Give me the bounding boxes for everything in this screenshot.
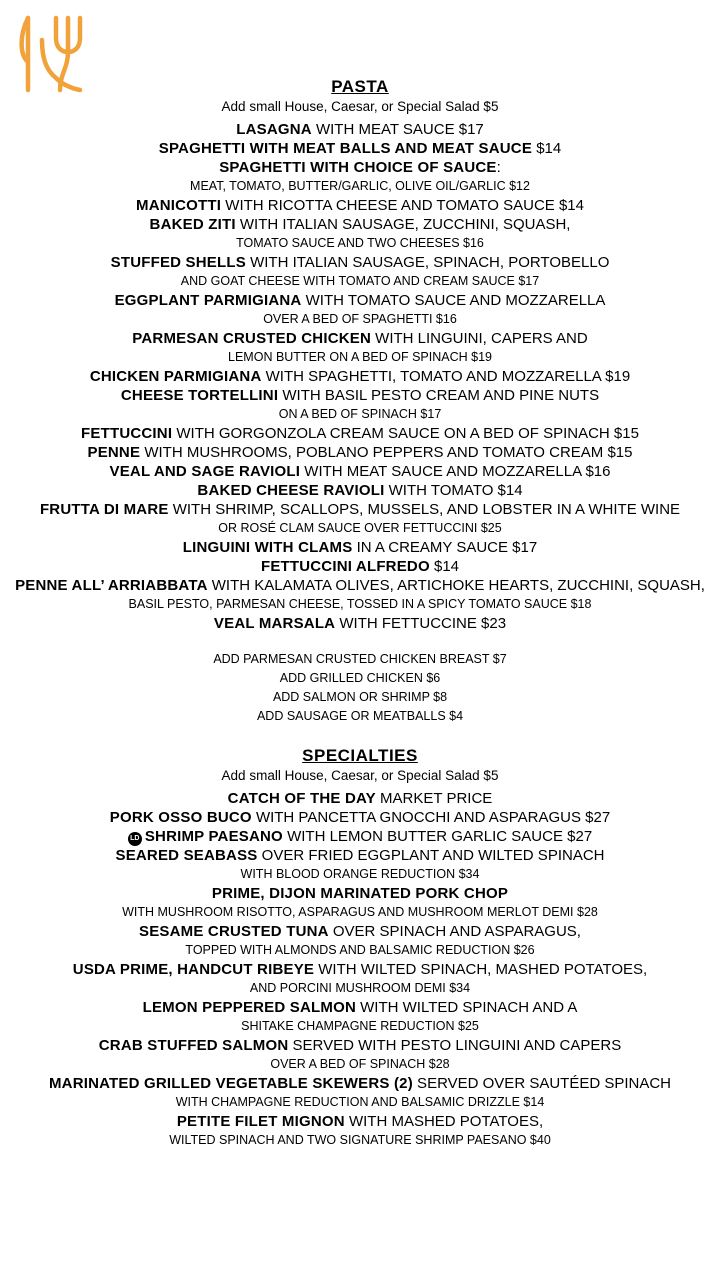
pasta-line bbox=[0, 614, 720, 633]
menu bbox=[0, 76, 720, 1150]
dish-description: $14 bbox=[532, 140, 562, 157]
specialties-section bbox=[0, 745, 720, 1150]
dish-description: WITH RICOTTA CHEESE AND TOMATO SAUCE $14 bbox=[221, 197, 584, 214]
specialties-line bbox=[0, 1036, 720, 1055]
dish-description: OVER A BED OF SPAGHETTI $16 bbox=[263, 312, 457, 326]
dish-name: MANICOTTI bbox=[136, 197, 222, 214]
specialties-line bbox=[0, 979, 720, 998]
pasta-line bbox=[0, 386, 720, 405]
pasta-salad-note: Add small House, Caesar, or Special Salad $5 bbox=[221, 99, 499, 114]
dish-description: ON A BED OF SPINACH $17 bbox=[278, 407, 442, 421]
spacer bbox=[0, 633, 720, 650]
dish-description: : bbox=[496, 159, 501, 176]
specialties-line bbox=[0, 1074, 720, 1093]
dish-name: SPAGHETTI WITH MEAT BALLS AND MEAT SAUCE bbox=[158, 140, 533, 157]
pasta-line bbox=[0, 329, 720, 348]
pasta-line bbox=[0, 215, 720, 234]
dish-name: PENNE ALL’ ARRIABBATA bbox=[15, 577, 208, 594]
dish-name: MARINATED GRILLED VEGETABLE SKEWERS (2) bbox=[48, 1075, 413, 1092]
pasta-line bbox=[0, 310, 720, 329]
dish-name: VEAL MARSALA bbox=[213, 615, 336, 632]
dish-description: WITH BLOOD ORANGE REDUCTION $34 bbox=[240, 867, 480, 881]
dish-description: SHITAKE CHAMPAGNE REDUCTION $25 bbox=[241, 1019, 479, 1033]
pasta-list bbox=[0, 120, 720, 633]
dish-name: VEAL AND SAGE RAVIOLI bbox=[109, 463, 301, 480]
dish-description: MARKET PRICE bbox=[375, 790, 493, 807]
dish-description: WITH CHAMPAGNE REDUCTION AND BALSAMIC DRIZZLE $14 bbox=[175, 1095, 545, 1109]
dish-description: OVER SPINACH AND ASPARAGUS, bbox=[328, 923, 581, 940]
dish-name: SEARED SEABASS bbox=[115, 847, 258, 864]
dish-name: STUFFED SHELLS bbox=[110, 254, 246, 271]
specialties-line bbox=[0, 808, 720, 827]
dish-description: WITH KALAMATA OLIVES, ARTICHOKE HEARTS, ZUCCHINI, SQUASH, bbox=[207, 577, 705, 594]
dish-description: OR ROSÉ CLAM SAUCE OVER FETTUCCINI $25 bbox=[218, 521, 502, 535]
pasta-line bbox=[0, 595, 720, 614]
addon-line: ADD SALMON OR SHRIMP $8 bbox=[272, 690, 448, 704]
specialties-line bbox=[0, 1093, 720, 1112]
dish-description: WITH MEAT SAUCE AND MOZZARELLA $16 bbox=[300, 463, 611, 480]
pasta-line bbox=[0, 234, 720, 253]
specialties-line bbox=[0, 922, 720, 941]
specialties-list bbox=[0, 789, 720, 1150]
dish-description: WITH MUSHROOMS, POBLANO PEPPERS AND TOMATO CREAM $15 bbox=[140, 444, 633, 461]
pasta-line bbox=[0, 367, 720, 386]
dish-description: WITH TOMATO SAUCE AND MOZZARELLA bbox=[301, 292, 606, 309]
dish-description: TOPPED WITH ALMONDS AND BALSAMIC REDUCTION $26 bbox=[185, 943, 535, 957]
specialties-line bbox=[0, 1017, 720, 1036]
spacer bbox=[0, 726, 720, 745]
dish-description: LEMON BUTTER ON A BED OF SPINACH $19 bbox=[228, 350, 492, 364]
pasta-section bbox=[0, 76, 720, 726]
ld-badge-icon: LD bbox=[128, 832, 142, 846]
specialties-line bbox=[0, 789, 720, 808]
dish-description: WITH BASIL PESTO CREAM AND PINE NUTS bbox=[278, 387, 600, 404]
addon-line: ADD PARMESAN CRUSTED CHICKEN BREAST $7 bbox=[213, 652, 507, 666]
pasta-line bbox=[0, 443, 720, 462]
pasta-line bbox=[0, 405, 720, 424]
pasta-line bbox=[0, 462, 720, 481]
dish-description: WITH FETTUCCINE $23 bbox=[335, 615, 507, 632]
dish-name: USDA PRIME, HANDCUT RIBEYE bbox=[72, 961, 315, 978]
pasta-line bbox=[0, 158, 720, 177]
dish-description: WITH TOMATO $14 bbox=[384, 482, 523, 499]
dish-name: FETTUCCINI ALFREDO bbox=[260, 558, 430, 575]
specialties-line bbox=[0, 1055, 720, 1074]
dish-name: SPAGHETTI WITH CHOICE OF SAUCE bbox=[219, 159, 497, 176]
addon-line: ADD SAUSAGE OR MEATBALLS $4 bbox=[256, 709, 464, 723]
pasta-line bbox=[0, 253, 720, 272]
pasta-line bbox=[0, 500, 720, 519]
dish-description: WITH PANCETTA GNOCCHI AND ASPARAGUS $27 bbox=[251, 809, 611, 826]
dish-name: CHICKEN PARMIGIANA bbox=[89, 368, 262, 385]
pasta-line bbox=[0, 519, 720, 538]
dish-description: WITH GORGONZOLA CREAM SAUCE ON A BED OF SPINACH $15 bbox=[172, 425, 639, 442]
specialties-line bbox=[0, 884, 720, 903]
specialties-salad-note: Add small House, Caesar, or Special Salad $5 bbox=[221, 768, 499, 783]
dish-name: SHRIMP PAESANO bbox=[144, 828, 283, 845]
pasta-line bbox=[0, 424, 720, 443]
dish-description: WITH SPAGHETTI, TOMATO AND MOZZARELLA $19 bbox=[261, 368, 631, 385]
dish-description: BASIL PESTO, PARMESAN CHEESE, TOSSED IN A SPICY TOMATO SAUCE $18 bbox=[128, 597, 592, 611]
dish-description: SERVED WITH PESTO LINGUINI AND CAPERS bbox=[288, 1037, 622, 1054]
specialties-line bbox=[0, 1112, 720, 1131]
pasta-title: PASTA bbox=[331, 77, 389, 96]
pasta-line bbox=[0, 481, 720, 500]
pasta-line bbox=[0, 348, 720, 367]
dish-description: SERVED OVER SAUTÉED SPINACH bbox=[412, 1075, 672, 1092]
dish-name: EGGPLANT PARMIGIANA bbox=[114, 292, 302, 309]
addon-line: ADD GRILLED CHICKEN $6 bbox=[279, 671, 441, 685]
dish-name: CRAB STUFFED SALMON bbox=[98, 1037, 289, 1054]
dish-name: PRIME, DIJON MARINATED PORK CHOP bbox=[211, 885, 509, 902]
specialties-line bbox=[0, 846, 720, 865]
dish-description: WITH WILTED SPINACH AND A bbox=[355, 999, 578, 1016]
pasta-line bbox=[0, 139, 720, 158]
pasta-addons bbox=[0, 650, 720, 726]
dish-name: PETITE FILET MIGNON bbox=[176, 1113, 345, 1130]
dish-name: LINGUINI WITH CLAMS bbox=[182, 539, 353, 556]
specialties-line bbox=[0, 903, 720, 922]
dish-description: IN A CREAMY SAUCE $17 bbox=[352, 539, 538, 556]
dish-name: FRUTTA DI MARE bbox=[39, 501, 169, 518]
dish-description: WITH LINGUINI, CAPERS AND bbox=[371, 330, 588, 347]
dish-name: LASAGNA bbox=[236, 121, 312, 138]
dish-description: MEAT, TOMATO, BUTTER/GARLIC, OLIVE OIL/GARLIC $12 bbox=[190, 179, 530, 193]
dish-name: PORK OSSO BUCO bbox=[109, 809, 252, 826]
dish-description: WILTED SPINACH AND TWO SIGNATURE SHRIMP PAESANO $40 bbox=[169, 1133, 551, 1147]
dish-description: $14 bbox=[429, 558, 460, 575]
dish-name: BAKED ZITI bbox=[149, 216, 236, 233]
pasta-line bbox=[0, 557, 720, 576]
pasta-line bbox=[0, 576, 720, 595]
specialties-line bbox=[0, 827, 720, 846]
dish-description: WITH ITALIAN SAUSAGE, SPINACH, PORTOBELLO bbox=[245, 254, 610, 271]
pasta-line bbox=[0, 196, 720, 215]
dish-name: PARMESAN CRUSTED CHICKEN bbox=[132, 330, 371, 347]
dish-description: WITH MASHED POTATOES, bbox=[344, 1113, 544, 1130]
dish-description: AND PORCINI MUSHROOM DEMI $34 bbox=[249, 981, 471, 995]
dish-description: WITH WILTED SPINACH, MASHED POTATOES, bbox=[314, 961, 648, 978]
pasta-line bbox=[0, 272, 720, 291]
dish-name: PENNE bbox=[87, 444, 141, 461]
dish-name: CHEESE TORTELLINI bbox=[120, 387, 279, 404]
pasta-line bbox=[0, 291, 720, 310]
dish-name: CATCH OF THE DAY bbox=[227, 790, 376, 807]
specialties-line bbox=[0, 941, 720, 960]
dish-name: FETTUCCINI bbox=[81, 425, 173, 442]
dish-description: WITH MEAT SAUCE $17 bbox=[311, 121, 484, 138]
specialties-line bbox=[0, 998, 720, 1017]
pasta-line bbox=[0, 120, 720, 139]
specialties-line bbox=[0, 1131, 720, 1150]
dish-description: OVER FRIED EGGPLANT AND WILTED SPINACH bbox=[257, 847, 605, 864]
dish-name: BAKED CHEESE RAVIOLI bbox=[197, 482, 385, 499]
dish-name: LEMON PEPPERED SALMON bbox=[142, 999, 356, 1016]
dish-description: WITH ITALIAN SAUSAGE, ZUCCHINI, SQUASH, bbox=[235, 216, 571, 233]
dish-description: WITH MUSHROOM RISOTTO, ASPARAGUS AND MUSHROOM MERLOT DEMI $28 bbox=[122, 905, 598, 919]
dish-name: SESAME CRUSTED TUNA bbox=[139, 923, 329, 940]
dish-description: AND GOAT CHEESE WITH TOMATO AND CREAM SAUCE $17 bbox=[180, 274, 540, 288]
specialties-line bbox=[0, 960, 720, 979]
dish-description: OVER A BED OF SPINACH $28 bbox=[270, 1057, 450, 1071]
dish-description: WITH SHRIMP, SCALLOPS, MUSSELS, AND LOBSTER IN A WHITE WINE bbox=[168, 501, 681, 518]
dish-description: TOMATO SAUCE AND TWO CHEESES $16 bbox=[236, 236, 484, 250]
dish-description: WITH LEMON BUTTER GARLIC SAUCE $27 bbox=[282, 828, 593, 845]
pasta-line bbox=[0, 538, 720, 557]
specialties-line bbox=[0, 865, 720, 884]
pasta-line bbox=[0, 177, 720, 196]
specialties-title: SPECIALTIES bbox=[302, 746, 418, 765]
